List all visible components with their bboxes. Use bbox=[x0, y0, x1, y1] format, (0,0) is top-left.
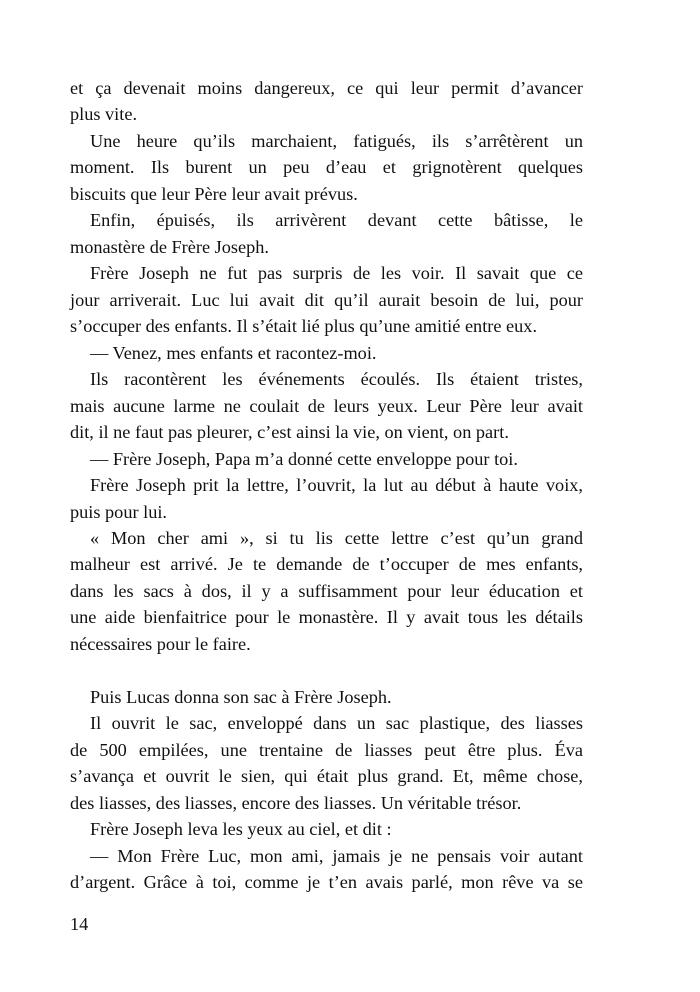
text-line: s’occuper des enfants. Il s’était lié plus qu’une amitié entre eux. bbox=[70, 316, 538, 337]
text-line: de 500 empilées, une trentaine de liasses peut être plus. Éva bbox=[70, 739, 583, 760]
text-line: nécessaires pour le faire. bbox=[70, 633, 251, 654]
text-line: puis pour lui. bbox=[70, 501, 167, 522]
text-line: Frère Joseph leva les yeux au ciel, et dit : bbox=[90, 819, 392, 840]
text-line: monastère de Frère Joseph. bbox=[70, 236, 269, 257]
text-line: — Mon Frère Luc, mon ami, jamais je ne pensais voir autant bbox=[90, 845, 583, 866]
text-line: des liasses, des liasses, encore des liasses. Un véritable trésor. bbox=[70, 792, 522, 813]
text-line: une aide bienfaitrice pour le monastère. Il y avait tous les détails bbox=[70, 607, 583, 628]
text-line: Puis Lucas donna son sac à Frère Joseph. bbox=[90, 686, 392, 707]
text-line: Frère Joseph ne fut pas surpris de les voir. Il savait que ce bbox=[90, 263, 583, 284]
text-line: « Mon cher ami », si tu lis cette lettre c’est qu’un grand bbox=[90, 527, 583, 548]
paragraph-gap bbox=[70, 657, 583, 683]
text-line: moment. Ils burent un peu d’eau et grignotèrent quelques bbox=[70, 157, 583, 178]
text-line: — Venez, mes enfants et racontez-moi. bbox=[90, 342, 377, 363]
text-line: Une heure qu’ils marchaient, fatigués, ils s’arrêtèrent un bbox=[90, 130, 583, 151]
text-line: dit, il ne faut pas pleurer, c’est ainsi la vie, on vient, on part. bbox=[70, 422, 509, 443]
text-line: dans les sacs à dos, il y a suffisamment pour leur éducation et bbox=[70, 580, 583, 601]
text-line: plus vite. bbox=[70, 104, 138, 125]
text-line: jour arriverait. Luc lui avait dit qu’il aurait besoin de lui, pour bbox=[70, 289, 583, 310]
text-line: s’avança et ouvrit le sien, qui était plus grand. Et, même chose, bbox=[70, 766, 583, 787]
text-line: mais aucune larme ne coulait de leurs yeux. Leur Père leur avait bbox=[70, 395, 583, 416]
text-line: malheur est arrivé. Je te demande de t’occuper de mes enfants, bbox=[70, 554, 583, 575]
text-line: d’argent. Grâce à toi, comme je t’en avais parlé, mon rêve va se bbox=[70, 872, 583, 893]
text-line: — Frère Joseph, Papa m’a donné cette enveloppe pour toi. bbox=[90, 448, 518, 469]
text-line: Ils racontèrent les événements écoulés. Ils étaient tristes, bbox=[90, 369, 583, 390]
text-line: et ça devenait moins dangereux, ce qui leur permit d’avancer bbox=[70, 78, 583, 98]
text-line: Il ouvrit le sac, enveloppé dans un sac plastique, des liasses bbox=[90, 713, 583, 734]
text-line: Frère Joseph prit la lettre, l’ouvrit, la lut au début à haute voix, bbox=[90, 475, 583, 496]
page-number: 14 bbox=[70, 914, 89, 934]
text-line: biscuits que leur Père leur avait prévus. bbox=[70, 183, 358, 204]
page-body bbox=[70, 75, 583, 896]
text-line: Enfin, épuisés, ils arrivèrent devant cette bâtisse, le bbox=[90, 210, 583, 231]
